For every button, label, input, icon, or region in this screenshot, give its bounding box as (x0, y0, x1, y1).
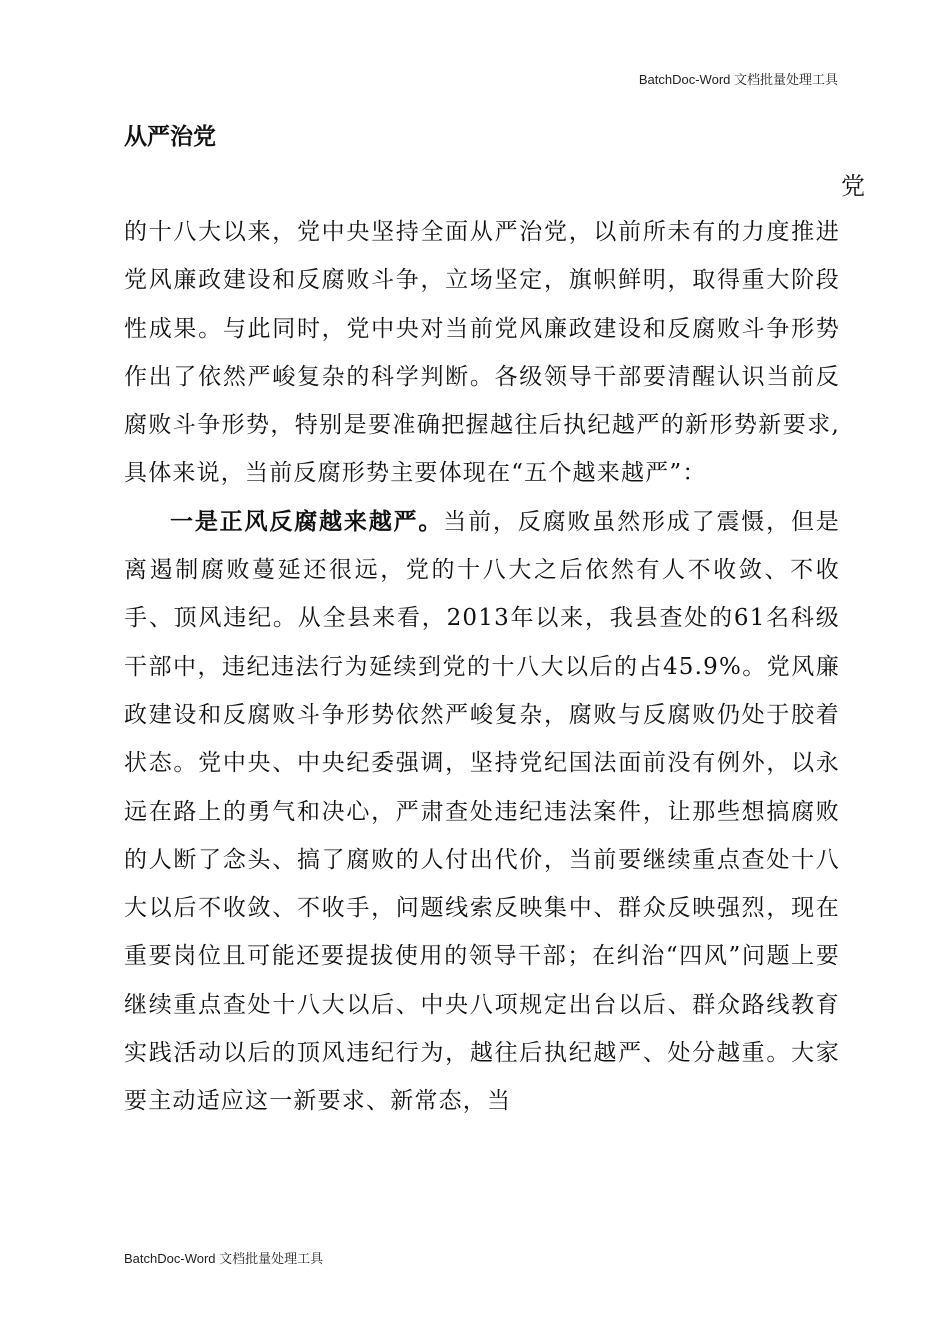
paragraph-2 (124, 498, 840, 1126)
paragraph-2-text: 当前，反腐败虽然形成了震慑，但是离遏制腐败蔓延还很远，党的十八大之后依然有人不收敛、不收手、顶风违纪。从全县来看，2013年以来，我县查处的61名科级干部中，违纪违法行为延续到党的十八大以后的占45.9%。党风廉政建设和反腐败斗争形势依然严峻复杂，腐败与反腐败仍处于胶着状态。党中央、中央纪委强调，坚持党纪国法面前没有例外，以永远在路上的勇气和决心，严肃查处违纪违法案件，让那些想搞腐败的人断了念头、搞了腐败的人付出代价，当前要继续重点查处十八大以后不收敛、不收手，问题线索反映集中、群众反映强烈，现在重要岗位且可能还要提拔使用的领导干部；在纠治“四风”问题上要继续重点查处十八大以后、中央八项规定出台以后、群众路线教育实践活动以后的顶风违纪行为，越往后执纪越严、处分越重。大家要主动适应这一新要求、新常态，当 (124, 508, 841, 1115)
page-header: BatchDoc-Word 文档批量处理工具 (638, 72, 838, 87)
paragraph-1: 的十八大以来，党中央坚持全面从严治党，以前所未有的力度推进党风廉政建设和反腐败斗争，立场坚定，旗帜鲜明，取得重大阶段性成果。与此同时，党中央对当前党风廉政建设和反腐败斗争形势作出了依然严峻复杂的科学判断。各级领导干部要清醒认识当前反腐败斗争形势，特别是要准确把握越往后执纪越严的新形势新要求,具体来说，当前反腐形势主要体现在“五个越来越严”： (124, 219, 840, 487)
document-title: 从严治党 (124, 124, 216, 150)
paragraph-2-heading: 一是正风反腐越来越严。 (170, 507, 444, 535)
document-body (124, 208, 840, 1126)
page-footer: BatchDoc-Word 文档批量处理工具 (124, 1251, 324, 1266)
paragraph-lead-char: 党 (841, 172, 865, 200)
